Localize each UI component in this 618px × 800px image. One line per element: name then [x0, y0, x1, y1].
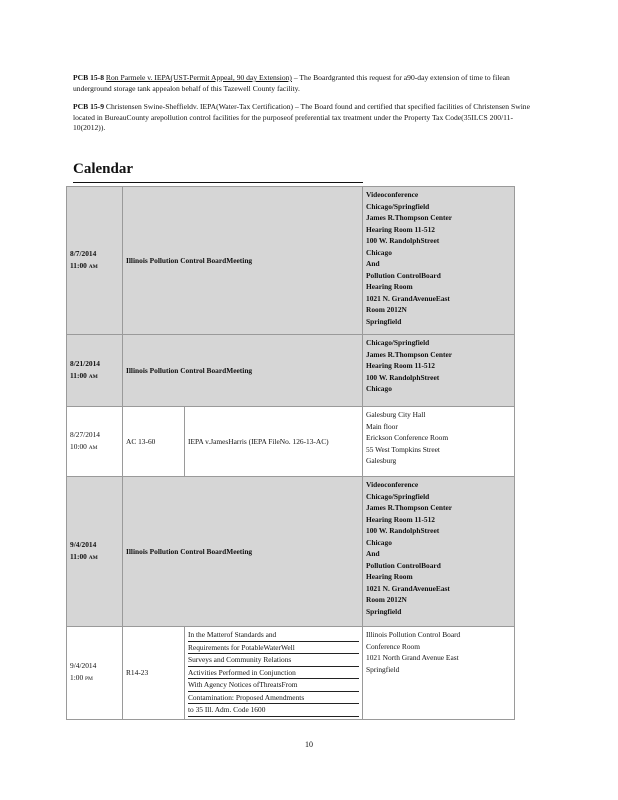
event-type: Illinois Pollution Control BoardMeeting	[123, 335, 363, 407]
event-ampm: AM	[88, 554, 98, 561]
event-date: 8/21/2014	[70, 359, 100, 368]
case-number: PCB 15-9	[73, 102, 105, 111]
event-date-cell	[67, 477, 123, 627]
calendar-title-rule	[73, 182, 363, 183]
calendar-title: Calendar	[73, 161, 133, 177]
case-parties: Christensen Swine-Sheffieldv. IEPA(Water-Tax Certification)	[105, 102, 294, 111]
event-time: 11:00	[70, 260, 87, 270]
description-line: In the Matterof Standards and	[188, 629, 359, 642]
event-type: R14-23	[123, 627, 185, 720]
case-parties: Ron Parmele v. IEPA(UST-Permit Appeal, 90 day Extension)	[105, 73, 292, 82]
calendar-table	[66, 186, 515, 720]
event-description	[185, 627, 363, 720]
event-ampm: AM	[88, 373, 98, 380]
event-date-cell	[67, 627, 123, 720]
event-location: Videoconference Chicago/Springfield James R.Thompson Center Hearing Room 11-512 100 W. RandolphStreet Chicago And Pollution ControlBoard Hearing Room 1021 N. GrandAvenueEast Room 2012N Springfield	[363, 187, 515, 335]
description-line: Surveys and Community Relations	[188, 654, 359, 667]
description-line: Requirements for PotableWaterWell	[188, 642, 359, 655]
event-time: 11:00	[70, 370, 87, 380]
calendar-row	[67, 477, 515, 627]
event-time: 10:00	[70, 441, 87, 451]
event-date: 9/4/2014	[70, 540, 97, 549]
description-line: Contamination: Proposed Amendments	[188, 692, 359, 705]
case-summary: – The Boardgranted this request for a90-day extension of time to filean underground storage tank appealon behalf of this Tazewell County facility.	[73, 73, 510, 93]
event-location: Videoconference Chicago/Springfield James R.Thompson Center Hearing Room 11-512 100 W. RandolphStreet Chicago And Pollution ControlBoard Hearing Room 1021 N. GrandAvenueEast Room 2012N Springfield	[363, 477, 515, 627]
event-location: Illinois Pollution Control Board Conference Room 1021 North Grand Avenue East Springfield	[363, 627, 515, 720]
event-type: Illinois Pollution Control BoardMeeting	[123, 477, 363, 627]
order-paragraph-2	[73, 102, 531, 134]
case-number: PCB 15-8	[73, 73, 105, 82]
event-location: Chicago/Springfield James R.Thompson Center Hearing Room 11-512 100 W. RandolphStreet Chicago	[363, 335, 515, 407]
event-date-cell	[67, 407, 123, 477]
event-time: 1:00	[70, 672, 84, 682]
description-line: Activities Performed in Conjunction	[188, 667, 359, 680]
event-date-cell	[67, 335, 123, 407]
calendar-row	[67, 335, 515, 407]
event-date: 8/7/2014	[70, 249, 97, 258]
calendar-row	[67, 407, 515, 477]
description-line: With Agency Notices ofThreatsFrom	[188, 679, 359, 692]
description-line: to 35 Ill. Adm. Code 1600	[188, 704, 359, 717]
event-date: 8/27/2014	[70, 430, 100, 439]
event-type: AC 13-60	[123, 407, 185, 477]
order-paragraph-1	[73, 73, 531, 94]
event-date-cell	[67, 187, 123, 335]
event-type: Illinois Pollution Control BoardMeeting	[123, 187, 363, 335]
event-ampm: AM	[88, 444, 98, 451]
calendar-row	[67, 187, 515, 335]
event-ampm: AM	[88, 263, 98, 270]
event-location: Galesburg City Hall Main floor Erickson Conference Room 55 West Tompkins Street Galesburg	[363, 407, 515, 477]
event-ampm: PM	[85, 675, 93, 682]
case-summary: – The Board found and certified that specified facilities of Christensen Swine located in BureauCounty arepollution control facilities for the purposeof preferential tax treatment under the Property Tax Code(35ILCS 200/11-10(2012)).	[73, 102, 530, 132]
event-description: IEPA v.JamesHarris (IEPA FileNo. 126-13-AC)	[185, 407, 363, 477]
event-time: 11:00	[70, 551, 87, 561]
calendar-row	[67, 627, 515, 720]
page-number: 10	[305, 740, 313, 749]
event-date: 9/4/2014	[70, 661, 97, 671]
